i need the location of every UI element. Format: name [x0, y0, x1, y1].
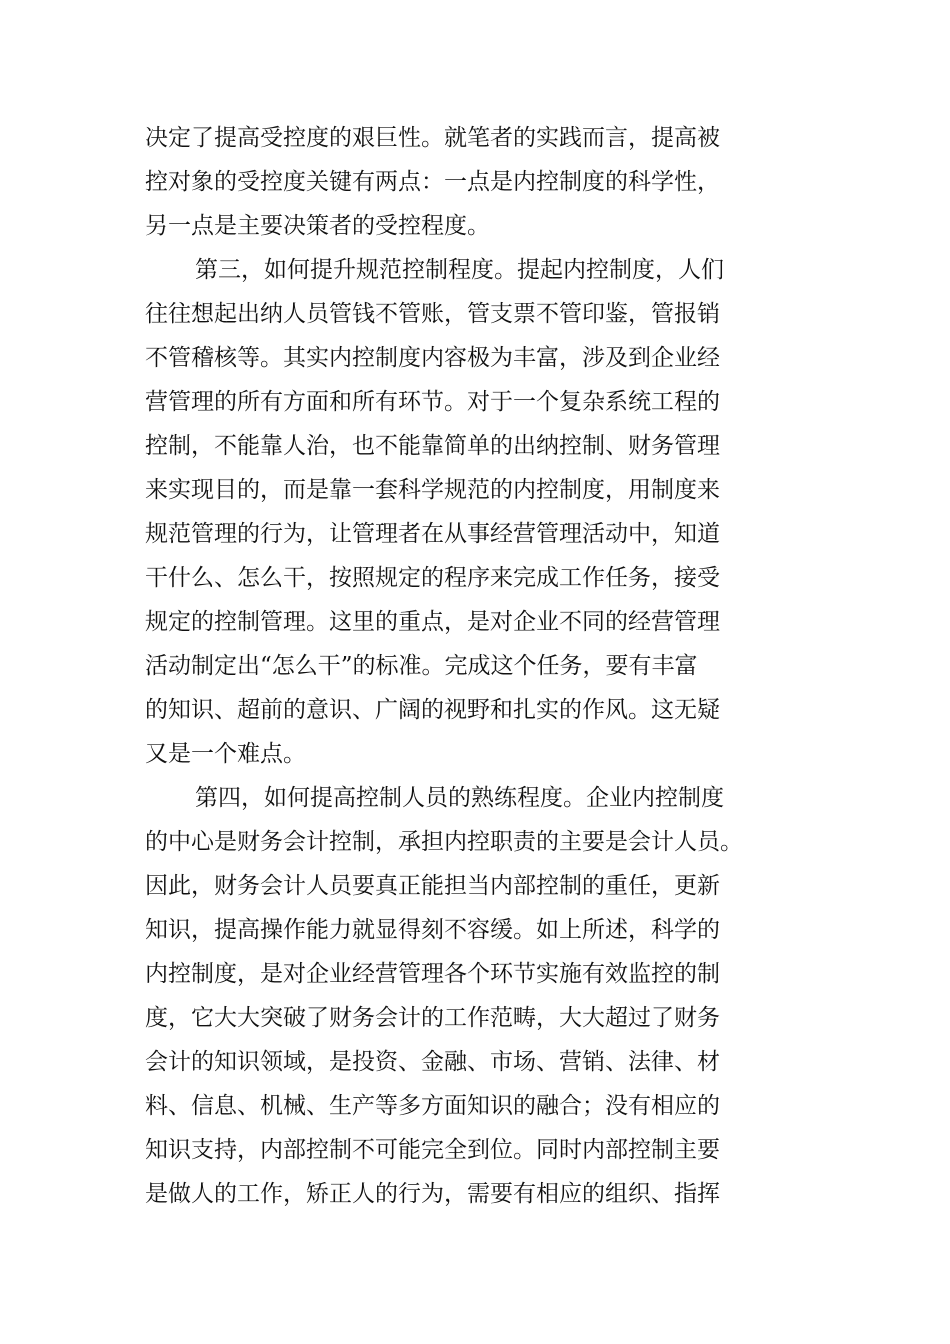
text-line: 料、信息、机械、生产等多方面知识的融合；没有相应的 [145, 1093, 720, 1119]
text-line: 不管稽核等。其实内控制度内容极为丰富，涉及到企业经 [145, 345, 720, 371]
paragraph-3 [145, 776, 795, 1216]
text-line: 知识，提高操作能力就显得刻不容缓。如上所述，科学的 [145, 917, 720, 943]
document-body [145, 116, 795, 1216]
text-line: 活动制定出“怎么干”的标准。完成这个任务，要有丰富 [145, 653, 698, 679]
paragraph-2 [145, 248, 795, 776]
text-line: 会计的知识领域，是投资、金融、市场、营销、法律、材 [145, 1049, 720, 1075]
text-line: 规范管理的行为，让管理者在从事经营管理活动中，知道 [145, 521, 720, 547]
text-line: 控对象的受控度关键有两点：一点是内控制度的科学性， [145, 169, 720, 195]
text-line: 干什么、怎么干，按照规定的程序来完成工作任务，接受 [145, 565, 720, 591]
text-line: 的中心是财务会计控制，承担内控职责的主要是会计人员。 [145, 829, 743, 855]
text-line: 内控制度，是对企业经营管理各个环节实施有效监控的制 [145, 961, 720, 987]
text-line: 另一点是主要决策者的受控程度。 [145, 213, 490, 239]
text-line: 来实现目的，而是靠一套科学规范的内控制度，用制度来 [145, 477, 720, 503]
text-line: 的知识、超前的意识、广阔的视野和扎实的作风。这无疑 [145, 697, 720, 723]
text-line: 决定了提高受控度的艰巨性。就笔者的实践而言，提高被 [145, 125, 720, 151]
text-line: 又是一个难点。 [145, 741, 306, 767]
text-line: 往往想起出纳人员管钱不管账，管支票不管印鉴，管报销 [145, 301, 720, 327]
text-line: 度，它大大突破了财务会计的工作范畴，大大超过了财务 [145, 1005, 720, 1031]
text-line: 规定的控制管理。这里的重点，是对企业不同的经营管理 [145, 609, 720, 635]
text-line: 因此，财务会计人员要真正能担当内部控制的重任，更新 [145, 873, 720, 899]
text-line: 是做人的工作，矫正人的行为，需要有相应的组织、指挥 [145, 1181, 720, 1207]
text-line: 第三，如何提升规范控制程度。提起内控制度，人们 [195, 257, 724, 283]
text-line: 控制，不能靠人治，也不能靠简单的出纳控制、财务管理 [145, 433, 720, 459]
text-line: 第四，如何提高控制人员的熟练程度。企业内控制度 [195, 785, 724, 811]
text-line: 知识支持，内部控制不可能完全到位。同时内部控制主要 [145, 1137, 720, 1163]
paragraph-1 [145, 116, 795, 248]
text-line: 营管理的所有方面和所有环节。对于一个复杂系统工程的 [145, 389, 720, 415]
